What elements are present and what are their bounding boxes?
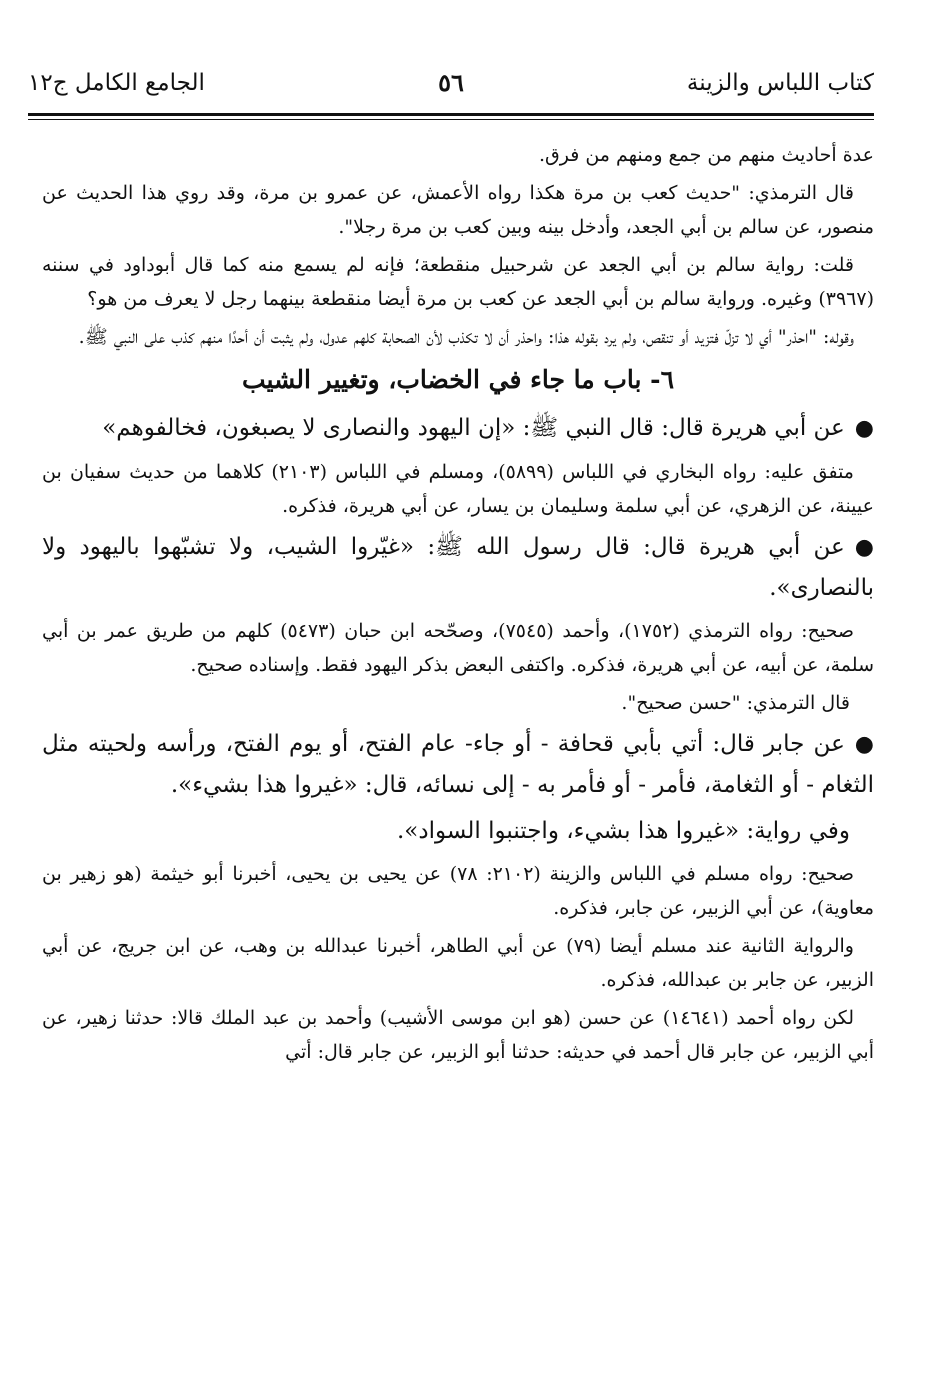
page-header: [28, 62, 874, 106]
bullet-icon: ●: [854, 535, 874, 560]
hadith-3-text: عن جابر قال: أتي بأبي قحافة - أو جاء- عام الفتح، أو يوم الفتح، ورأسه ولحيته مثل الثغام - أو الثغامة، فأمر - أو فأمر به - إلى نسائه، قال: «غيروا هذا بشيء».: [42, 731, 874, 798]
header-book-title: كتاب اللباس والزينة: [686, 70, 874, 96]
bullet-icon: ●: [854, 732, 874, 757]
hadith-2: [42, 527, 874, 608]
header-rule-thin: [28, 119, 874, 120]
page-number: ٥٦: [438, 68, 464, 97]
takhrij-4: والرواية الثانية عند مسلم أيضا (٧٩) عن أبي الطاهر، أخبرنا عبدالله بن وهب، عن ابن جريج، عن أبي الزبير، عن جابر بن عبدالله، فذكره.: [42, 935, 874, 991]
hadith-1: [42, 408, 874, 449]
header-volume-title: الجامع الكامل ج١٢: [28, 70, 205, 96]
paragraph-1: عدة أحاديث منهم من جمع ومنهم من فرق.: [538, 144, 874, 166]
paragraph-3: قلت: رواية سالم بن أبي الجعد عن شرحبيل منقطعة؛ فإنه لم يسمع منه كما قال أبوداود في سننه (٣٩٦٧) وغيره. ورواية سالم بن أبي الجعد عن كعب بن مرة أيضا منقطعة بينهما رجل لا يعرف من هو؟: [42, 254, 874, 310]
page-body: [42, 138, 874, 1073]
hadith-2-text: عن أبي هريرة قال: قال رسول الله ﷺ: «غيّروا الشيب، ولا تشبّهوا باليهود ولا بالنصارى».: [42, 534, 874, 601]
hadith-3: [42, 724, 874, 805]
takhrij-5: لكن رواه أحمد (١٤٦٤١) عن حسن (هو ابن موسى الأشيب) وأحمد بن عبد الملك قالا: حدثنا زهير، عن أبي الزبير، عن جابر قال أحمد في حديثه: حدثنا أبو الزبير، عن جابر قال: أتي: [42, 1007, 874, 1063]
paragraph-2: قال الترمذي: "حديث كعب بن مرة هكذا رواه الأعمش، عن عمرو بن مرة، وقد روي هذا الحديث عن منصور، عن سالم بن أبي الجعد، وأدخل بينه وبين كعب بن مرة رجلا".: [42, 182, 874, 238]
riwaya: وفي رواية: «غيروا هذا بشيء، واجتنبوا السواد».: [397, 818, 850, 844]
hadith-1-text: عن أبي هريرة قال: قال النبي ﷺ: «إن اليهود والنصارى لا يصبغون، فخالفوهم»: [102, 415, 845, 441]
header-rule-thick: [28, 113, 874, 116]
chapter-heading: ٦- باب ما جاء في الخضاب، وتغيير الشيب: [241, 365, 674, 394]
tirmidhi-note: قال الترمذي: "حسن صحيح".: [621, 692, 850, 714]
bullet-icon: ●: [854, 416, 874, 441]
paragraph-4: وقوله: "احذر" أي لا تزلّ فتزيد أو تنقص، ولم يرد بقوله هذا: واحذر أن لا تكذب لأن الصحابة كلهم عدول، ولم يثبت أن أحدًا منهم كذب على النبي ﷺ.: [78, 326, 854, 348]
takhrij-3: صحيح: رواه مسلم في اللباس والزينة (٢١٠٢: ٧٨) عن يحيى بن يحيى، أخبرنا أبو خيثمة (هو زهير بن معاوية)، عن أبي الزبير، عن جابر، فذكره.: [42, 863, 874, 919]
takhrij-2: صحيح: رواه الترمذي (١٧٥٢)، وأحمد (٧٥٤٥)، وصحّحه ابن حبان (٥٤٧٣) كلهم من طريق عمر بن أبي سلمة، عن أبيه، عن أبي هريرة، فذكره. واكتفى البعض بذكر اليهود فقط. وإسناده صحيح.: [42, 620, 874, 676]
takhrij-1: متفق عليه: رواه البخاري في اللباس (٥٨٩٩)، ومسلم في اللباس (٢١٠٣) كلاهما من حديث سفيان بن عيينة، عن الزهري، عن أبي سلمة وسليمان بن يسار، عن أبي هريرة، فذكره.: [42, 461, 874, 517]
